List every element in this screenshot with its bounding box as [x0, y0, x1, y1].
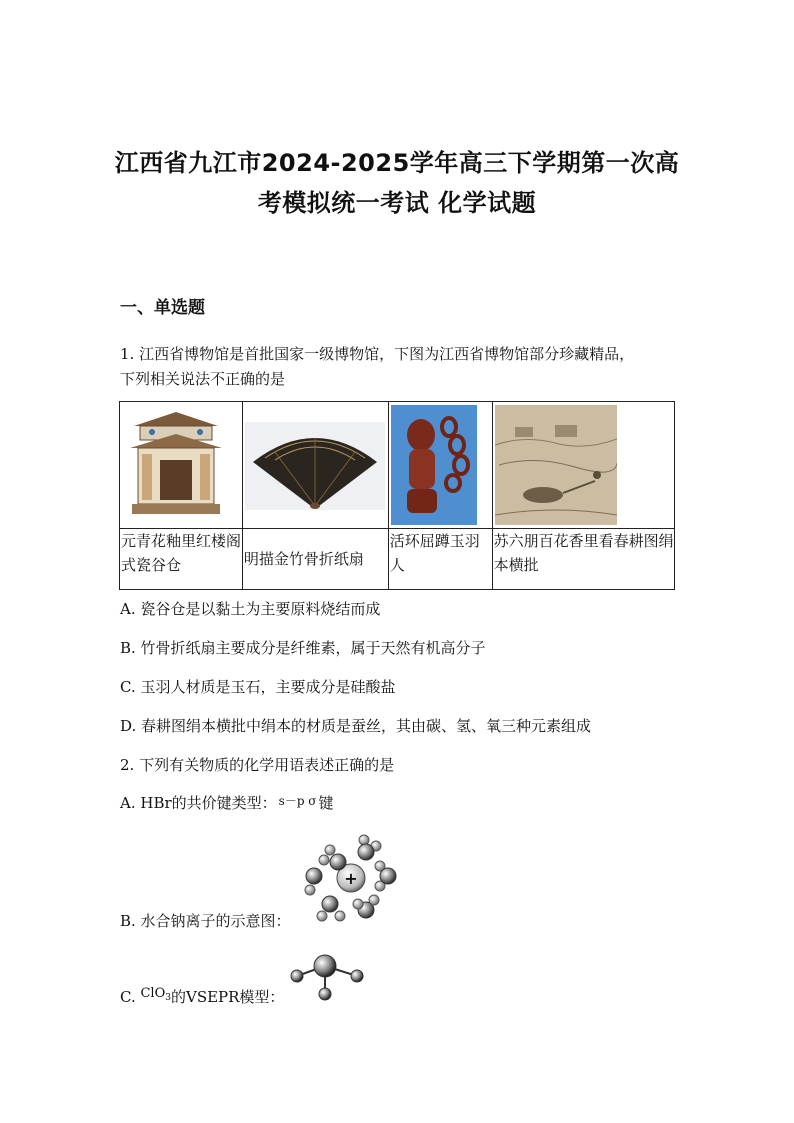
- chlorate-subscript: 3: [165, 993, 171, 1003]
- document-title-line1: 江西省九江市2024-2025学年高三下学期第一次高: [114, 149, 680, 177]
- water-molecule: [317, 896, 345, 921]
- question-2-stem: 2. 下列有关物质的化学用语表述正确的是: [120, 756, 395, 774]
- exhibit-caption: 明描金竹骨折纸扇: [242, 529, 388, 590]
- bond-type-label: s－p σ: [278, 794, 317, 808]
- question-2-option-c: [120, 986, 284, 1007]
- document-title-line2: 考模拟统一考试 化学试题: [257, 189, 537, 217]
- jade-feathered-figure-image: [391, 405, 477, 525]
- water-molecule: [305, 868, 322, 895]
- water-molecule: [353, 895, 379, 918]
- section-heading: 一、单选题: [120, 298, 205, 318]
- question-1-stem-line2: 下列相关说法不正确的是: [120, 370, 286, 388]
- exhibit-image-cell: [388, 402, 492, 529]
- folding-fan-image: [245, 422, 385, 510]
- spring-ploughing-painting-image: [495, 405, 617, 525]
- question-1-option-a: A. 瓷谷仓是以黏土为主要原料烧结而成: [120, 600, 381, 618]
- question-1-option-b: B. 竹骨折纸扇主要成分是纤维素，属于天然有机高分子: [120, 639, 486, 657]
- exhibit-image-cell: [120, 402, 243, 529]
- option-a-suffix: 键: [318, 794, 334, 812]
- exhibit-image-cell: [242, 402, 388, 529]
- water-molecule: [319, 845, 346, 870]
- water-molecule: [375, 861, 396, 891]
- question-1-option-d: D. 春耕图绢本横批中绢本的材质是蚕丝，其由碳、氢、氧三种元素组成: [120, 717, 592, 735]
- exhibit-caption: 活环屈蹲玉羽人: [388, 529, 492, 590]
- porcelain-granary-image: [124, 404, 228, 522]
- exhibit-caption: 元青花釉里红楼阁式瓷谷仓: [120, 529, 243, 590]
- option-a-prefix: A. HBr的共价键类型：: [120, 794, 277, 812]
- ion-charge-label: +: [344, 869, 358, 888]
- exhibit-image-cell: [492, 402, 674, 529]
- hydrated-sodium-ion-diagram: [300, 830, 404, 924]
- question-1-option-c: C. 玉羽人材质是玉石，主要成分是硅酸盐: [120, 678, 396, 696]
- question-1-stem-line1: 1. 江西省博物馆是首批国家一级博物馆，下图为江西省博物馆部分珍藏精品，: [120, 345, 635, 363]
- option-c-prefix: C.: [120, 988, 141, 1006]
- exhibit-caption: 苏六朋百花香里看春耕图绢本横批: [492, 529, 674, 590]
- question-2-option-b: B. 水合钠离子的示意图：: [120, 912, 291, 930]
- chlorate-formula: ClO: [140, 986, 166, 1001]
- water-molecule: [358, 835, 381, 860]
- vsepr-model-diagram: [287, 952, 367, 1004]
- exhibit-table: [119, 401, 675, 590]
- option-c-suffix: 的VSEPR模型：: [170, 988, 285, 1006]
- question-2-option-a: [120, 792, 334, 813]
